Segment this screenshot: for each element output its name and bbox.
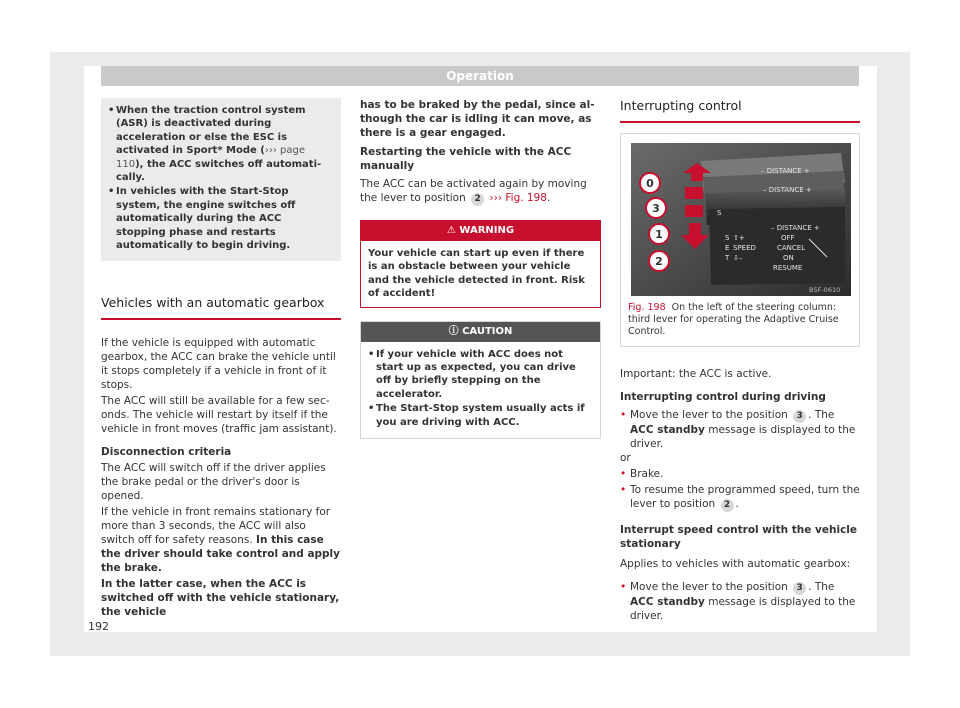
list-item: • To resume the programmed speed, turn the lever to position 2 . (620, 483, 860, 512)
switch-s-label: S (717, 209, 722, 217)
figure-198 (620, 133, 860, 347)
paragraph: Applies to vehicles with automatic gearbox: (620, 558, 851, 570)
section-title-interrupting: Interrupting control (620, 98, 860, 123)
figure-code: B5F-0610 (809, 286, 841, 294)
switch-line: S (725, 234, 730, 242)
subheading-restart: Restarting the vehicle with the ACC manually (360, 146, 572, 172)
callout-2-label: 2 (655, 255, 663, 268)
subheading-stationary: Interrupt speed control with the vehicle stationary (620, 524, 858, 550)
distance-label: – DISTANCE + (771, 224, 820, 232)
warning-box (360, 220, 601, 308)
paragraph: has to be braked by the pedal, since although the car is idling it can move, as there is a gear engaged. (360, 99, 595, 139)
distance-label: – DISTANCE + (761, 167, 810, 175)
paragraph: The ACC can be activated again by moving the lever to position 2 ››› Fig. 198. (360, 178, 587, 204)
page-number: 192 (88, 620, 109, 633)
info-icon: ⓘ (448, 325, 463, 337)
paragraph: Important: the ACC is active. (620, 368, 772, 380)
page-link[interactable]: ››› page 110 (116, 145, 306, 170)
position-number: 3 (793, 582, 806, 595)
figure-label: Fig. 198 (628, 302, 666, 313)
caution-header: ⓘ CAUTION (361, 322, 600, 342)
section-title-automatic-gearbox: Vehicles with an automatic gearbox (101, 295, 341, 320)
figure-link[interactable]: ››› Fig. 198 (489, 192, 547, 204)
position-number: 2 (471, 193, 484, 206)
warning-icon: ⚠ (446, 225, 460, 236)
lever-position-1-marker (685, 205, 703, 217)
note-bullet-2: • In vehicles with the Start-Stop system, the engine switches off automatically during the ACC stopping phase and restarts automatically to begin driving. (108, 185, 334, 252)
paragraph: If the vehicle in front remains stationary for more than 3 seconds, the ACC will also switch off for safety reasons. In this case the driver should take control and apply the brake. (101, 506, 341, 575)
lever-position-3-marker (685, 187, 703, 199)
callout-1-label: 1 (655, 228, 663, 241)
distance-label: – DISTANCE + (763, 186, 812, 194)
steering-lever-illustration (631, 143, 851, 296)
paragraph: The ACC will still be available for a few seconds. The vehicle will restart by itself if the vehicle in front moves (traffic jam assistant). (101, 395, 337, 436)
list-item: • Move the lever to the position 3 . The ACC standby message is displayed to the driver. (620, 580, 860, 623)
switch-symbol: ⇩– (733, 254, 743, 262)
list-item: • Move the lever to the position 3 . The ACC standby message is displayed to the driver. (620, 408, 860, 451)
switch-right: OFF (781, 234, 795, 242)
column-3 (620, 98, 860, 623)
callout-3-label: 3 (652, 202, 660, 215)
caution-bullet: • If your vehicle with ACC does not start up as expected, you can drive off by briefly stepping on the accelerator. (368, 348, 593, 402)
switch-symbol: SPEED (733, 244, 756, 252)
figure-caption: Fig. 198 On the left of the steering column: third lever for operating the Adaptive Cruise Control. (628, 302, 839, 337)
caution-body (361, 342, 600, 438)
section-header: Operation (101, 66, 859, 86)
paragraph: The ACC will switch off if the driver applies the brake pedal or the driver's door is opened. (101, 462, 326, 503)
note-bullet-1: • When the traction control system (ASR) is deactivated during acceleration or else the ESC is activated in Sport* Mode (››› page 110), the ACC switches off automatically. (108, 104, 334, 184)
switch-right: ON (783, 254, 794, 262)
warning-text: Your vehicle can start up even if there is an obstacle between your vehicle and the vehicle detected in front. Risk of accident! (368, 248, 585, 300)
paragraph: If the vehicle is equipped with automatic gearbox, the ACC can brake the vehicle until it stops completely if a vehicle in front of it stops. (101, 337, 336, 392)
switch-line: E (725, 244, 730, 252)
caution-bullet: • The Start-Stop system usually acts if you are driving with ACC. (368, 402, 593, 429)
subheading-disconnection: Disconnection criteria (101, 446, 232, 459)
column-1 (101, 98, 341, 619)
paragraph: or (620, 452, 631, 464)
callout-0-label: 0 (646, 177, 654, 190)
switch-symbol: ⇧+ (733, 234, 745, 242)
position-number: 2 (721, 499, 734, 512)
subheading-during-driving: Interrupting control during driving (620, 391, 826, 403)
paragraph: In the latter case, when the ACC is switched off with the vehicle stationary, the vehicle (101, 578, 340, 619)
position-number: 3 (793, 410, 806, 423)
caution-box (360, 321, 601, 439)
list-item: • Brake. (620, 467, 860, 481)
switch-line: T (725, 254, 730, 262)
note-box (101, 98, 341, 261)
figure-image (631, 143, 851, 296)
switch-right: RESUME (773, 264, 803, 272)
switch-right: CANCEL (777, 244, 806, 252)
column-2 (360, 98, 601, 439)
warning-header: ⚠ WARNING (361, 221, 600, 241)
